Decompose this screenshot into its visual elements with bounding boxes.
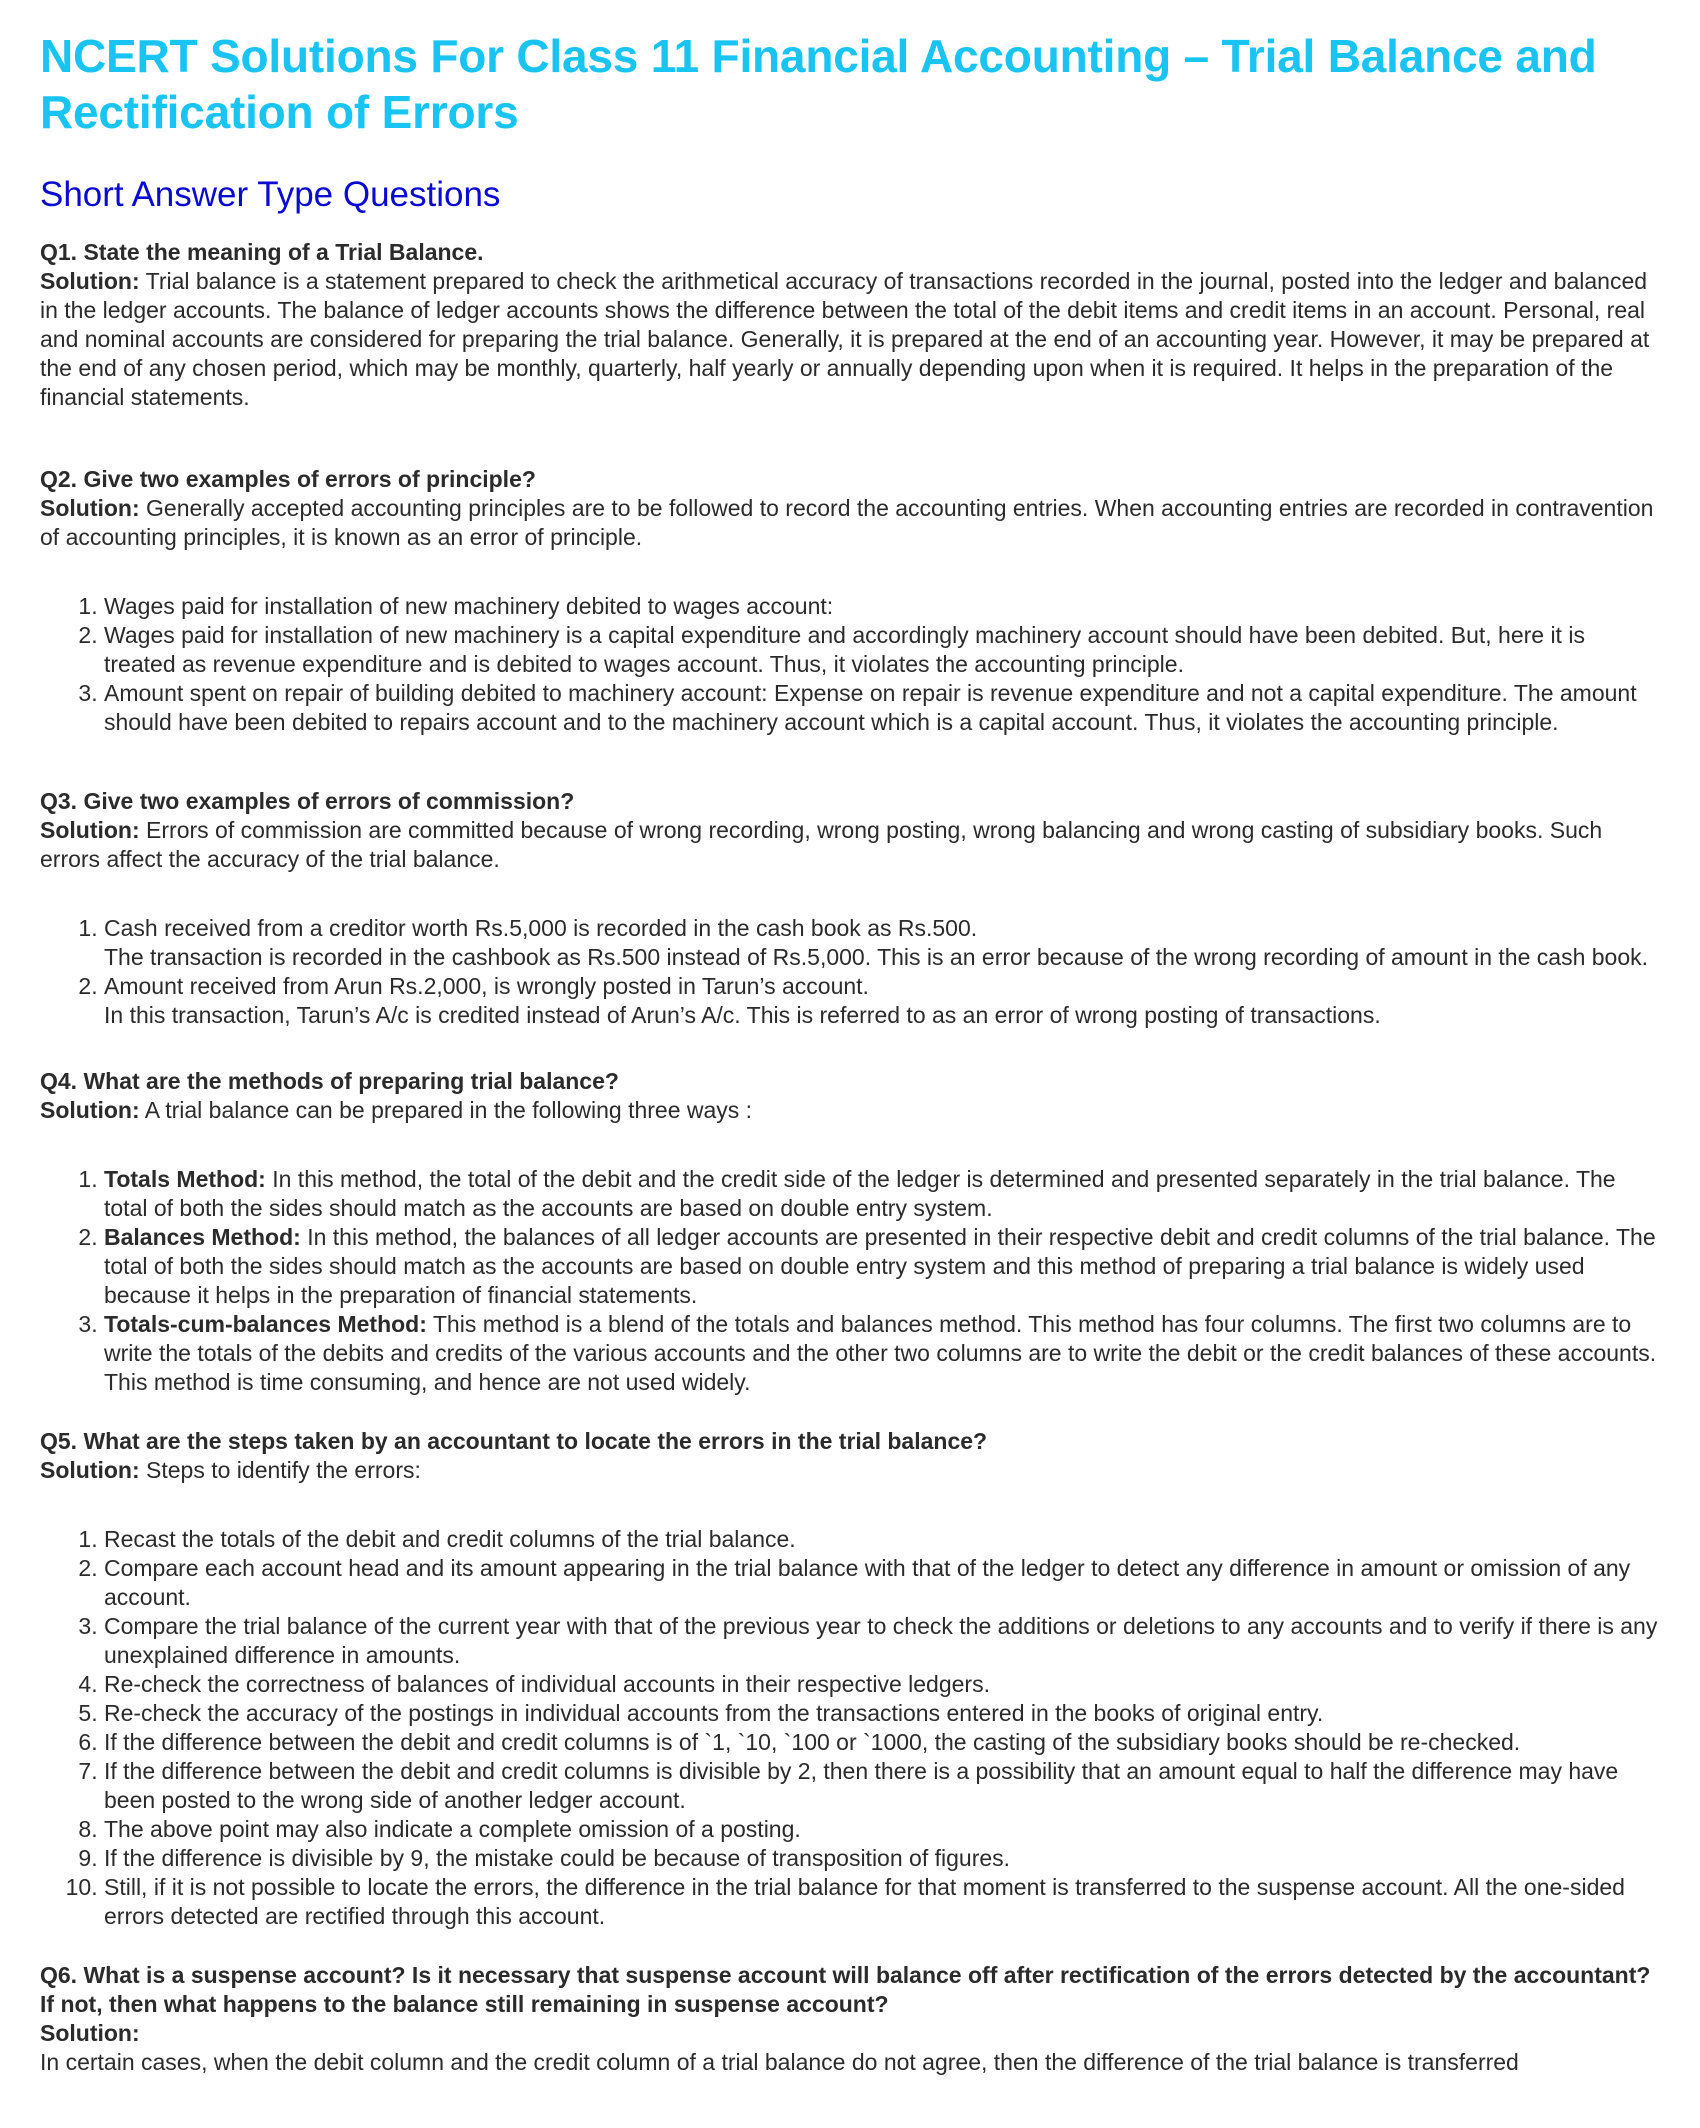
list-item: 1. Wages paid for installation of new machinery debited to wages account:: [104, 592, 1660, 621]
question-2: [40, 465, 1660, 737]
question-4: [40, 1067, 1660, 1397]
question-1: [40, 238, 1660, 412]
list-item: 8. The above point may also indicate a complete omission of a posting.: [104, 1815, 1660, 1844]
method-text: In this method, the balances of all ledger accounts are presented in their respective debit and credit columns of the trial balance. The total of both the sides should match as the accounts are based on double entry system and this method of preparing a trial balance is widely used because it helps in the preparation of financial statements.: [104, 1224, 1656, 1308]
list-item: 7. If the difference between the debit and credit columns is divisible by 2, then there is a possibility that an amount equal to half the difference may have been posted to the wrong side of another ledger account.: [104, 1757, 1660, 1815]
page-title: NCERT Solutions For Class 11 Financial Accounting – Trial Balance and Rectification of Errors: [40, 30, 1597, 138]
question-title: Q2. Give two examples of errors of principle?: [40, 466, 536, 492]
solution-label: Solution:: [40, 1457, 140, 1483]
solution-label: Solution:: [40, 1097, 140, 1123]
list-item: 1. Recast the totals of the debit and credit columns of the trial balance.: [104, 1525, 1660, 1554]
solution-text: [40, 1456, 1660, 1485]
list-item: [104, 972, 1660, 1030]
solution-text: [40, 1096, 1660, 1125]
question-title: Q4. What are the methods of preparing trial balance?: [40, 1068, 619, 1094]
question-3: [40, 787, 1660, 1030]
solution-body: Trial balance is a statement prepared to check the arithmetical accuracy of transactions recorded in the journal, posted into the ledger and balanced in the ledger accounts. The balance of ledger accounts shows the difference between the total of the debit items and credit items in an account. Personal, real and nominal accounts are considered for preparing the trial balance. Generally, it is prepared at the end of an accounting year. However, it may be prepared at the end of any chosen period, which may be monthly, quarterly, half yearly or annually depending upon when it is required. It helps in the preparation of the financial statements.: [40, 268, 1650, 410]
solution-label: Solution:: [40, 268, 140, 294]
question-title: Q6. What is a suspense account? Is it necessary that suspense account will balance off after rectification of the errors detected by the accountant? If not, then what happens to the balance still remaining in suspense account?: [40, 1962, 1651, 2017]
list-item-line: In this transaction, Tarun’s A/c is credited instead of Arun’s A/c. This is referred to as an error of wrong posting of transactions.: [104, 1002, 1381, 1028]
solution-label: Solution:: [40, 2020, 140, 2046]
list-item-line: Amount received from Arun Rs.2,000, is wrongly posted in Tarun’s account.: [104, 973, 869, 999]
list-item: 9. If the difference is divisible by 9, the mistake could be because of transposition of figures.: [104, 1844, 1660, 1873]
solution-body: Steps to identify the errors:: [146, 1457, 421, 1483]
solution-body: Errors of commission are committed because of wrong recording, wrong posting, wrong balancing and wrong casting of subsidiary books. Such errors affect the accuracy of the trial balance.: [40, 817, 1603, 872]
section-heading: Short Answer Type Questions: [40, 175, 501, 214]
examples-list: [40, 914, 1660, 1030]
list-item: 5. Re-check the accuracy of the postings in individual accounts from the transactions entered in the books of original entry.: [104, 1699, 1660, 1728]
list-item: 2. Compare each account head and its amount appearing in the trial balance with that of the ledger to detect any difference in amount or omission of any account.: [104, 1554, 1660, 1612]
solution-label: Solution:: [40, 817, 140, 843]
method-label: Totals-cum-balances Method:: [104, 1311, 427, 1337]
list-item: [104, 1310, 1660, 1397]
question-title: Q3. Give two examples of errors of commission?: [40, 788, 575, 814]
solution-body: Generally accepted accounting principles are to be followed to record the accounting entries. When accounting entries are recorded in contravention of accounting principles, it is known as an error of principle.: [40, 495, 1654, 550]
list-item: 3. Compare the trial balance of the current year with that of the previous year to check the additions or deletions to any accounts and to verify if there is any unexplained difference in amounts.: [104, 1612, 1660, 1670]
question-5: [40, 1427, 1660, 1931]
list-item-line: The transaction is recorded in the cashbook as Rs.500 instead of Rs.5,000. This is an error because of the wrong recording of amount in the cash book.: [104, 944, 1649, 970]
method-label: Totals Method:: [104, 1166, 266, 1192]
question-title: Q5. What are the steps taken by an accountant to locate the errors in the trial balance?: [40, 1428, 988, 1454]
question-title: Q1. State the meaning of a Trial Balance.: [40, 239, 484, 265]
solution-label: Solution:: [40, 495, 140, 521]
list-item: 10. Still, if it is not possible to locate the errors, the difference in the trial balance for that moment is transferred to the suspense account. All the one-sided errors detected are rectified through this account.: [104, 1873, 1660, 1931]
list-item: 3. Amount spent on repair of building debited to machinery account: Expense on repair is revenue expenditure and not a capital expenditure. The amount should have been debited to repairs account and to the machinery account which is a capital account. Thus, it violates the accounting principle.: [104, 679, 1660, 737]
list-item: 2. Wages paid for installation of new machinery is a capital expenditure and accordingly machinery account should have been debited. But, here it is treated as revenue expenditure and is debited to wages account. Thus, it violates the accounting principle.: [104, 621, 1660, 679]
list-item: 6. If the difference between the debit and credit columns is of `1, `10, `100 or `1000, the casting of the subsidiary books should be re-checked.: [104, 1728, 1660, 1757]
examples-list: [40, 592, 1660, 737]
list-item-line: Cash received from a creditor worth Rs.5,000 is recorded in the cash book as Rs.500.: [104, 915, 978, 941]
question-6: [40, 1961, 1660, 2077]
list-item: [104, 914, 1660, 972]
method-label: Balances Method:: [104, 1224, 301, 1250]
solution-text: [40, 267, 1660, 412]
solution-body: A trial balance can be prepared in the following three ways :: [144, 1097, 753, 1123]
method-text: In this method, the total of the debit and the credit side of the ledger is determined and presented separately in the trial balance. The total of both the sides should match as the accounts are based on double entry system.: [104, 1166, 1616, 1221]
methods-list: [40, 1165, 1660, 1397]
list-item: [104, 1223, 1660, 1310]
solution-body: In certain cases, when the debit column and the credit column of a trial balance do not agree, then the difference of the trial balance is transferred: [40, 2049, 1519, 2075]
list-item: [104, 1165, 1660, 1223]
method-text: This method is a blend of the totals and balances method. This method has four columns. The first two columns are to write the totals of the debits and credits of the various accounts and the other two columns are to write the debit or the credit balances of these accounts. This method is time consuming, and hence are not used widely.: [104, 1311, 1657, 1395]
solution-text: [40, 816, 1660, 874]
solution-text: [40, 494, 1660, 552]
list-item: 4. Re-check the correctness of balances of individual accounts in their respective ledgers.: [104, 1670, 1660, 1699]
steps-list: [40, 1525, 1660, 1931]
